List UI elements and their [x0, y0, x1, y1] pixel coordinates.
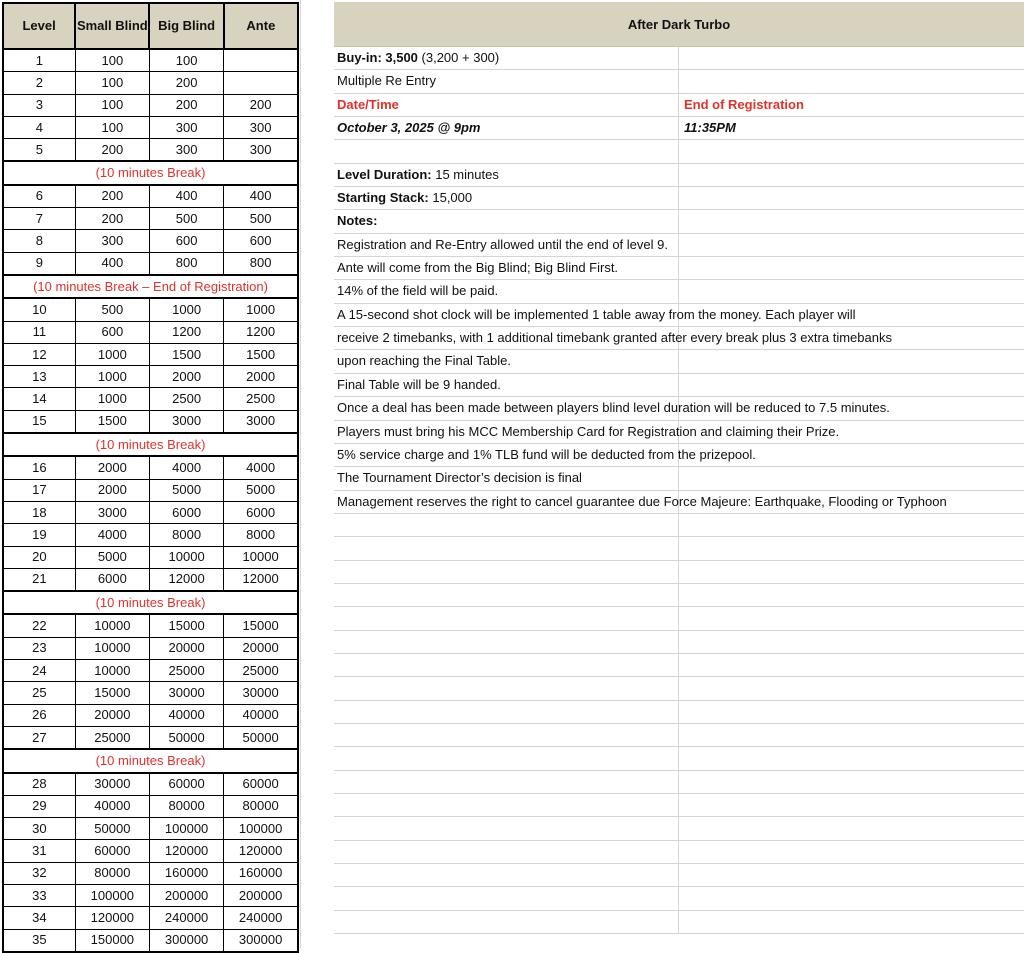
sheet-text	[337, 491, 947, 513]
ante-cell[interactable]: 15000	[224, 614, 298, 637]
empty-row[interactable]	[334, 514, 1024, 537]
sheet-text	[337, 467, 582, 489]
note-text: Once a deal has been made between players blind level duration will be reduced to 7.5 minutes.	[337, 400, 890, 416]
level-row	[3, 773, 298, 796]
level-row	[3, 907, 298, 929]
big-blind-cell[interactable]: 2500	[149, 388, 223, 410]
empty-row[interactable]	[334, 537, 1024, 560]
sheet-text	[337, 327, 892, 349]
note-row[interactable]	[334, 397, 1024, 420]
big-blind-cell[interactable]: 120000	[149, 840, 223, 862]
big-blind-cell[interactable]: 8000	[149, 524, 223, 546]
blind-table-body	[3, 49, 298, 952]
big-blind-cell[interactable]: 300000	[149, 929, 223, 952]
small-blind-cell[interactable]: 300	[75, 230, 149, 252]
ante-cell[interactable]: 600	[224, 230, 298, 252]
big-blind-cell[interactable]: 800	[149, 252, 223, 275]
ante-cell[interactable]: 800	[224, 252, 298, 275]
big-blind-cell[interactable]: 80000	[149, 795, 223, 817]
level-cell[interactable]: 1	[3, 49, 75, 72]
sheet-cell[interactable]	[334, 607, 679, 629]
sheet-cell[interactable]	[334, 631, 679, 653]
big-blind-cell[interactable]: 12000	[149, 568, 223, 591]
sheet-text	[337, 304, 856, 326]
level-cell[interactable]: 23	[3, 637, 75, 659]
small-blind-cell[interactable]: 3000	[75, 501, 149, 523]
starting-stack-label: Starting Stack:	[337, 190, 429, 206]
note-text: 5% service charge and 1% TLB fund will be deducted from the prizepool.	[337, 446, 756, 462]
level-cell[interactable]: 26	[3, 704, 75, 726]
level-row	[3, 252, 298, 275]
sheet-cell[interactable]	[334, 864, 679, 886]
level-cell[interactable]: 10	[3, 298, 75, 321]
level-duration-row[interactable]	[334, 164, 1024, 187]
level-row	[3, 795, 298, 817]
level-row	[3, 660, 298, 682]
empty-row[interactable]	[334, 864, 1024, 887]
level-cell[interactable]: 24	[3, 660, 75, 682]
small-blind-cell[interactable]: 200	[75, 208, 149, 230]
starting-stack-value: 15,000	[428, 190, 473, 206]
big-blind-cell[interactable]: 25000	[149, 660, 223, 682]
big-blind-cell[interactable]: 1500	[149, 343, 223, 365]
big-blind-cell[interactable]: 50000	[149, 726, 223, 749]
level-row	[3, 704, 298, 726]
blind-table-header	[3, 3, 298, 49]
level-row	[3, 614, 298, 637]
big-blind-cell[interactable]: 20000	[149, 637, 223, 659]
small-blind-cell[interactable]: 60000	[75, 840, 149, 862]
ante-cell[interactable]: 25000	[224, 660, 298, 682]
header-ante[interactable]: Ante	[224, 3, 298, 49]
big-blind-cell[interactable]: 200000	[149, 884, 223, 906]
datetime-value: October 3, 2025 @ 9pm	[337, 120, 481, 136]
sheet-cell[interactable]	[334, 701, 679, 723]
sheet-text	[337, 374, 501, 396]
big-blind-cell[interactable]: 4000	[149, 456, 223, 479]
sheet-cell[interactable]	[334, 794, 679, 816]
level-cell[interactable]: 27	[3, 726, 75, 749]
ante-cell[interactable]: 400	[224, 185, 298, 208]
ante-cell[interactable]: 120000	[224, 840, 298, 862]
notes-label: Notes:	[337, 213, 378, 229]
sheet-cell[interactable]	[334, 887, 679, 909]
sheet-cell[interactable]	[334, 677, 679, 699]
empty-row[interactable]	[334, 817, 1024, 840]
note-row[interactable]	[334, 374, 1024, 397]
note-text: Players must bring his MCC Membership Card for Registration and claiming their Prize.	[337, 423, 840, 439]
small-blind-cell[interactable]: 200	[75, 139, 149, 162]
empty-row[interactable]	[334, 701, 1024, 724]
empty-row[interactable]	[334, 140, 1024, 163]
level-cell[interactable]: 35	[3, 929, 75, 952]
empty-row[interactable]	[334, 561, 1024, 584]
big-blind-cell[interactable]: 15000	[149, 614, 223, 637]
ante-cell[interactable]: 500	[224, 208, 298, 230]
ante-cell[interactable]: 1500	[224, 343, 298, 365]
sheet-text	[337, 47, 499, 69]
break-row	[3, 591, 298, 614]
big-blind-cell[interactable]: 1200	[149, 321, 223, 343]
sheet-cell[interactable]	[334, 817, 679, 839]
empty-row[interactable]	[334, 724, 1024, 747]
level-row	[3, 682, 298, 704]
small-blind-cell[interactable]: 200	[75, 185, 149, 208]
note-row[interactable]	[334, 327, 1024, 350]
ante-cell[interactable]: 4000	[224, 456, 298, 479]
ante-cell[interactable]: 240000	[224, 907, 298, 929]
sheet-cell[interactable]	[334, 654, 679, 676]
small-blind-cell[interactable]: 25000	[75, 726, 149, 749]
break-row	[3, 161, 298, 184]
ante-cell[interactable]: 100000	[224, 818, 298, 840]
small-blind-cell[interactable]: 80000	[75, 862, 149, 884]
level-row	[3, 410, 298, 433]
sheet-text	[337, 70, 436, 92]
big-blind-cell[interactable]: 3000	[149, 410, 223, 433]
level-cell[interactable]: 30	[3, 818, 75, 840]
note-text: Final Table will be 9 handed.	[337, 376, 501, 392]
note-text: Management reserves the right to cancel guarantee due Force Majeure: Earthquake, Flooding or Typhoon	[337, 493, 947, 509]
empty-row[interactable]	[334, 771, 1024, 794]
small-blind-cell[interactable]: 15000	[75, 682, 149, 704]
level-row	[3, 479, 298, 501]
big-blind-cell[interactable]: 160000	[149, 862, 223, 884]
ante-cell[interactable]: 12000	[224, 568, 298, 591]
ante-cell[interactable]: 8000	[224, 524, 298, 546]
level-row	[3, 884, 298, 906]
note-row[interactable]	[334, 350, 1024, 373]
reentry-text: Multiple Re Entry	[337, 73, 436, 89]
empty-row[interactable]	[334, 584, 1024, 607]
small-blind-cell[interactable]: 500	[75, 298, 149, 321]
empty-row[interactable]	[334, 794, 1024, 817]
ante-cell[interactable]: 1200	[224, 321, 298, 343]
level-row	[3, 862, 298, 884]
break-label[interactable]: (10 minutes Break)	[3, 749, 298, 772]
ante-cell[interactable]: 40000	[224, 704, 298, 726]
sheet-cell[interactable]	[334, 514, 679, 536]
small-blind-cell[interactable]: 20000	[75, 704, 149, 726]
ante-cell[interactable]	[224, 49, 298, 72]
empty-row[interactable]	[334, 841, 1024, 864]
level-cell[interactable]: 11	[3, 321, 75, 343]
sheet-cell[interactable]	[334, 140, 679, 162]
empty-row[interactable]	[334, 631, 1024, 654]
level-row	[3, 230, 298, 252]
sheet-text	[337, 421, 839, 443]
level-cell[interactable]: 13	[3, 366, 75, 388]
level-cell[interactable]: 31	[3, 840, 75, 862]
small-blind-cell[interactable]: 6000	[75, 568, 149, 591]
empty-row[interactable]	[334, 911, 1024, 934]
sheet-cell[interactable]	[334, 537, 679, 559]
note-text: A 15-second shot clock will be implemented 1 table away from the money. Each player will	[337, 306, 856, 322]
header-small-blind[interactable]: Small Blind	[75, 3, 149, 49]
level-row	[3, 116, 298, 138]
ante-cell[interactable]: 10000	[224, 546, 298, 568]
ante-cell[interactable]: 160000	[224, 862, 298, 884]
level-cell[interactable]: 28	[3, 773, 75, 796]
sheet-cell[interactable]	[334, 911, 679, 933]
small-blind-cell[interactable]: 10000	[75, 614, 149, 637]
empty-row[interactable]	[334, 654, 1024, 677]
note-row[interactable]	[334, 304, 1024, 327]
sheet-cell[interactable]	[334, 724, 679, 746]
small-blind-cell[interactable]: 4000	[75, 524, 149, 546]
level-cell[interactable]: 7	[3, 208, 75, 230]
empty-row[interactable]	[334, 677, 1024, 700]
break-row	[3, 749, 298, 772]
break-row	[3, 433, 298, 456]
level-cell[interactable]: 33	[3, 884, 75, 906]
level-cell[interactable]: 17	[3, 479, 75, 501]
level-duration-label: Level Duration:	[337, 166, 432, 182]
sheet-text	[337, 280, 498, 302]
ante-cell[interactable]: 5000	[224, 479, 298, 501]
end-registration-label: End of Registration	[684, 96, 804, 112]
blind-structure-table	[2, 2, 299, 953]
sheet-cell[interactable]	[334, 584, 679, 606]
big-blind-cell[interactable]: 500	[149, 208, 223, 230]
note-text: upon reaching the Final Table.	[337, 353, 511, 369]
small-blind-cell[interactable]: 100	[75, 72, 149, 94]
datetime-label: Date/Time	[337, 96, 399, 112]
big-blind-cell[interactable]: 5000	[149, 479, 223, 501]
tournament-title[interactable]: After Dark Turbo	[334, 2, 1024, 47]
small-blind-cell[interactable]: 1000	[75, 388, 149, 410]
ante-cell[interactable]: 200000	[224, 884, 298, 906]
small-blind-cell[interactable]: 2000	[75, 479, 149, 501]
notes-label-row[interactable]	[334, 210, 1024, 233]
ante-cell[interactable]: 300	[224, 116, 298, 138]
small-blind-cell[interactable]: 100	[75, 49, 149, 72]
note-text: 14% of the field will be paid.	[337, 283, 499, 299]
level-cell[interactable]: 21	[3, 568, 75, 591]
header-big-blind[interactable]: Big Blind	[149, 3, 223, 49]
sheet-text	[337, 257, 618, 279]
level-cell[interactable]: 8	[3, 230, 75, 252]
level-cell[interactable]: 20	[3, 546, 75, 568]
small-blind-cell[interactable]: 600	[75, 321, 149, 343]
note-row[interactable]	[334, 234, 1024, 257]
note-text: Registration and Re-Entry allowed until the end of level 9.	[337, 236, 668, 252]
sheet-cell[interactable]	[334, 210, 679, 232]
starting-stack-row[interactable]	[334, 187, 1024, 210]
note-row[interactable]	[334, 421, 1024, 444]
level-row	[3, 388, 298, 410]
sheet-text	[337, 397, 890, 419]
small-blind-cell[interactable]: 400	[75, 252, 149, 275]
level-cell[interactable]: 9	[3, 252, 75, 275]
big-blind-cell[interactable]: 2000	[149, 366, 223, 388]
datetime-label-row[interactable]	[334, 94, 1024, 117]
big-blind-cell[interactable]: 300	[149, 116, 223, 138]
small-blind-cell[interactable]: 2000	[75, 456, 149, 479]
big-blind-cell[interactable]: 300	[149, 139, 223, 162]
buyin-row[interactable]	[334, 47, 1024, 70]
big-blind-cell[interactable]: 6000	[149, 501, 223, 523]
ante-cell[interactable]: 80000	[224, 795, 298, 817]
ante-cell[interactable]: 50000	[224, 726, 298, 749]
sheet-text	[684, 117, 736, 139]
big-blind-cell[interactable]: 240000	[149, 907, 223, 929]
break-label[interactable]: (10 minutes Break)	[3, 433, 298, 456]
level-cell[interactable]: 3	[3, 94, 75, 116]
level-row	[3, 840, 298, 862]
level-row	[3, 321, 298, 343]
note-text: Ante will come from the Big Blind; Big Blind First.	[337, 260, 619, 276]
small-blind-cell[interactable]: 10000	[75, 660, 149, 682]
sheet-text	[337, 117, 480, 139]
level-cell[interactable]: 16	[3, 456, 75, 479]
sheet-text	[337, 164, 499, 186]
level-row	[3, 546, 298, 568]
big-blind-cell[interactable]: 600	[149, 230, 223, 252]
small-blind-cell[interactable]: 100	[75, 94, 149, 116]
end-registration-value: 11:35PM	[684, 120, 736, 136]
ante-cell[interactable]: 30000	[224, 682, 298, 704]
ante-cell[interactable]: 2000	[224, 366, 298, 388]
small-blind-cell[interactable]: 1000	[75, 343, 149, 365]
empty-row[interactable]	[334, 747, 1024, 770]
header-level[interactable]: Level	[3, 3, 75, 49]
small-blind-cell[interactable]: 120000	[75, 907, 149, 929]
level-cell[interactable]: 14	[3, 388, 75, 410]
level-row	[3, 568, 298, 591]
reentry-row[interactable]	[334, 70, 1024, 93]
note-row[interactable]	[334, 467, 1024, 490]
level-cell[interactable]: 6	[3, 185, 75, 208]
small-blind-cell[interactable]: 100000	[75, 884, 149, 906]
sheet-text	[684, 94, 804, 116]
level-cell[interactable]: 12	[3, 343, 75, 365]
small-blind-cell[interactable]: 150000	[75, 929, 149, 952]
level-row	[3, 366, 298, 388]
level-row	[3, 637, 298, 659]
break-label[interactable]: (10 minutes Break – End of Registration)	[3, 275, 298, 298]
note-text: receive 2 timebanks, with 1 additional timebank granted after every break plus 3 extra timebanks	[337, 330, 892, 346]
ante-cell[interactable]: 1000	[224, 298, 298, 321]
ante-cell[interactable]	[224, 72, 298, 94]
level-cell[interactable]: 25	[3, 682, 75, 704]
level-cell[interactable]: 22	[3, 614, 75, 637]
level-row	[3, 49, 298, 72]
level-row	[3, 929, 298, 952]
level-row	[3, 185, 298, 208]
break-label[interactable]: (10 minutes Break)	[3, 161, 298, 184]
sheet-text	[337, 187, 472, 209]
ante-cell[interactable]: 3000	[224, 410, 298, 433]
big-blind-cell[interactable]: 30000	[149, 682, 223, 704]
level-row	[3, 139, 298, 162]
level-row	[3, 818, 298, 840]
note-row[interactable]	[334, 491, 1024, 514]
empty-column	[300, 0, 334, 948]
sheet-cell[interactable]	[334, 561, 679, 583]
level-cell[interactable]: 2	[3, 72, 75, 94]
ante-cell[interactable]: 20000	[224, 637, 298, 659]
level-row	[3, 456, 298, 479]
note-text: The Tournament Director’s decision is final	[337, 470, 582, 486]
break-label[interactable]: (10 minutes Break)	[3, 591, 298, 614]
sheet-cell[interactable]	[334, 771, 679, 793]
level-row	[3, 72, 298, 94]
level-cell[interactable]: 32	[3, 862, 75, 884]
big-blind-cell[interactable]: 200	[149, 94, 223, 116]
big-blind-cell[interactable]: 10000	[149, 546, 223, 568]
sheet-text	[337, 210, 377, 232]
small-blind-cell[interactable]: 5000	[75, 546, 149, 568]
small-blind-cell[interactable]: 50000	[75, 818, 149, 840]
datetime-value-row[interactable]	[334, 117, 1024, 140]
small-blind-cell[interactable]: 10000	[75, 637, 149, 659]
level-cell[interactable]: 4	[3, 116, 75, 138]
ante-cell[interactable]: 200	[224, 94, 298, 116]
level-cell[interactable]: 5	[3, 139, 75, 162]
sheet-cell[interactable]	[334, 747, 679, 769]
small-blind-cell[interactable]: 1000	[75, 366, 149, 388]
sheet-text	[337, 444, 756, 466]
break-row	[3, 275, 298, 298]
tournament-info-sheet	[334, 2, 1024, 934]
ante-cell[interactable]: 60000	[224, 773, 298, 796]
empty-row[interactable]	[334, 607, 1024, 630]
level-row	[3, 501, 298, 523]
sheet-cell[interactable]	[334, 841, 679, 863]
level-row	[3, 94, 298, 116]
big-blind-cell[interactable]: 40000	[149, 704, 223, 726]
level-cell[interactable]: 18	[3, 501, 75, 523]
ante-cell[interactable]: 300000	[224, 929, 298, 952]
note-row[interactable]	[334, 280, 1024, 303]
empty-row[interactable]	[334, 887, 1024, 910]
level-row	[3, 524, 298, 546]
ante-cell[interactable]: 2500	[224, 388, 298, 410]
ante-cell[interactable]: 300	[224, 139, 298, 162]
big-blind-cell[interactable]: 200	[149, 72, 223, 94]
level-cell[interactable]: 19	[3, 524, 75, 546]
level-cell[interactable]: 29	[3, 795, 75, 817]
big-blind-cell[interactable]: 60000	[149, 773, 223, 796]
level-duration-value: 15 minutes	[431, 166, 499, 182]
sheet-text	[337, 94, 399, 116]
big-blind-cell[interactable]: 400	[149, 185, 223, 208]
sheet-text	[337, 350, 511, 372]
level-row	[3, 343, 298, 365]
level-cell[interactable]: 15	[3, 410, 75, 433]
big-blind-cell[interactable]: 100000	[149, 818, 223, 840]
buyin-label: Buy-in: 3,500	[337, 50, 418, 65]
level-cell[interactable]: 34	[3, 907, 75, 929]
sheet-text	[337, 234, 668, 256]
note-row[interactable]	[334, 444, 1024, 467]
small-blind-cell[interactable]: 100	[75, 116, 149, 138]
level-row	[3, 726, 298, 749]
level-row	[3, 298, 298, 321]
small-blind-cell[interactable]: 40000	[75, 795, 149, 817]
small-blind-cell[interactable]: 1500	[75, 410, 149, 433]
big-blind-cell[interactable]: 1000	[149, 298, 223, 321]
small-blind-cell[interactable]: 30000	[75, 773, 149, 796]
ante-cell[interactable]: 6000	[224, 501, 298, 523]
level-row	[3, 208, 298, 230]
buyin-detail: (3,200 + 300)	[417, 50, 500, 65]
note-row[interactable]	[334, 257, 1024, 280]
big-blind-cell[interactable]: 100	[149, 49, 223, 72]
